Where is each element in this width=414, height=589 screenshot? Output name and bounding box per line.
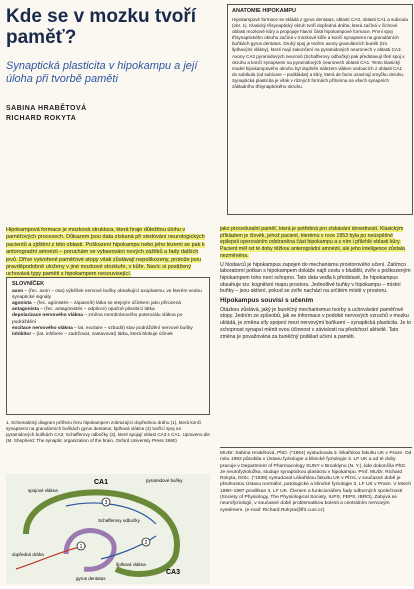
recording-label: spojové vlákna	[28, 488, 58, 493]
marker-2-label: 2	[144, 540, 148, 546]
article-subtitle: Synaptická plasticita v hipokampu a její úloha při tvorbě paměti	[6, 60, 198, 85]
section-heading: Hipokampus souvisí s učením	[220, 297, 314, 305]
article-headline: Kde se v mozku tvoří paměť?	[6, 6, 197, 48]
glossary-term: excitace nervového vlákna	[12, 325, 73, 331]
intro-paragraph	[6, 227, 210, 278]
glossary-term: antagonista	[12, 307, 39, 313]
glossary-item: depolarizace nervového vlákna – změna membránového potenciálu vlákna po podráždění	[12, 313, 183, 325]
body-paragraph-2: U hlodavců je hipokampus zapojen do mechanismu prostorového učení. Zatímco laboratorní potkan s hipokampem dokáže najít cestu v bludišti, zvíře s poškozeným hipokampem toho není schopno. Tato data vedla k představě, že hipokampus obsahuje tzv. kognitivní mapu prostoru. Jednotlivé buňky v hipokampu – místní buňky – jsou aktivní, pokud se zvíře nachází na určitém místě v prostoru.	[220, 261, 411, 295]
glossary-item: axon – (řec. axon – osa) výběžek nervové buňky obsahující axoplasmu, ve kterém vedou synaptické signály	[12, 289, 202, 301]
gyrus-label: gyrus dentatus	[76, 576, 106, 581]
ca1-label: CA1	[94, 479, 109, 486]
glossary-def: (řec. axon – osa) výběžek nervové buňky obsahující axoplasmu, ve kterém vedou synaptické signály	[12, 289, 202, 301]
glossary-def: lat. excitare – vzbudit) stav podráždění nervové buňky	[78, 325, 193, 331]
glossary-def: (řec. antagónistés – odpůrce) opačně působící látka	[44, 307, 155, 313]
glossary-def: změna membránového potenciálu vlákna po podráždění	[12, 313, 183, 325]
glossary-item: agonista – (řec. agónistés – zápasník) látka se stejným účinkem jako přirozená	[12, 301, 182, 307]
bio-email: (e-mail: Richard.Rokyta@lf3.cuni.cz)	[245, 507, 325, 513]
bio-text: MUDr. Sabina Hrabětová, PhD. (*1964) vystudovala 3. lékařskou fakultu UK v Praze. Od roku 1992 působila v Ústavu fyziologie a klinické fyziologie 3. LF UK a od té doby pracuje v Department of Pharmacology SUNY v Brooklynu (N. Y.), kde dokončila PhD. Je neurofyzioložka, studuje synaptickou plasticitu v hipokampu. Prof. MUDr. Richard Rokyta, DrSc. (*1938) vystudoval Lékařskou fakultu UK v Plzni, v současné době je přednostou Ústavu normální, patologické a klinické fyziologie 3. LF UK v Praze. V letech 1990–1997 proděkan 3. LF UK. Členem a funkcionářem řady odborných společností (Society of Physiology, The Physiological Society, IUPS, FEPS, IBRO). Zabývá se neurofyziologií, v současné době problematikou bolesti a centrálním nervovým systémem.	[220, 451, 412, 513]
glossary-def: (lat. inhibere – zadržovat, zastavovat) látka, která blokuje účinek	[36, 331, 173, 337]
hippocampus-diagram	[6, 474, 210, 584]
glossary-box	[6, 277, 210, 415]
hippocampus-diagram-svg	[6, 474, 210, 584]
body-paragraph-3: Otázkou zůstává, jaký je buněčný mechanismus tvorby a uchovávání paměťové stopy. Jedním ze způsobů, jak se informace v podobě nervových vzruchů v mozku ukládá, je změna síly spojení mezi nervovými buňkami – synaptická plasticita. Je to schopnost synapsí měnit svou účinnost v závislosti na předchozí aktivitě. Tato změna je považována za buněčný podklad učení a paměti.	[220, 306, 412, 340]
perforant-label: dopředná dráha	[12, 552, 44, 557]
glossary-item: antagonista – (řec. antagónistés – odpůrce) opačně působící látka	[12, 307, 155, 313]
glossary-term: depolarizace nervového vlákna	[12, 313, 83, 319]
author-1: SABINA HRABĚTOVÁ	[6, 105, 87, 112]
body-highlight: jako proceduralní paměť, která je potřebná pro získávání dovedností. Klasickým příkladem je člověk, jehož pacient, kterému v roce 1953 byla po neúspěšné epilepsii operováním odstraněna část hipokampu a s ním i přilehlé oblasti kůry. Pacient měl od té doby těžkou anterográdní amnézii, ale jeho inteligence zůstala nezměněna.	[220, 226, 405, 259]
glossary-item: excitace nervového vlákna – lat. excitare – vzbudit) stav podráždění nervové buňky	[12, 325, 193, 331]
anatomy-box	[227, 4, 413, 215]
glossary-term: agonista	[12, 301, 32, 307]
body-text	[220, 226, 412, 446]
marker-1-label: 1	[79, 544, 83, 550]
title-block	[6, 6, 210, 222]
anatomy-text: Hipokampové formace se skládá z gyrus dentatus, oblastí CA3, oblasti CA1 a subicula (obr. 1). Klasický třísynaptický okruh tvoří dopředná dráha, která začíná v čichové oblasti mozkové kůry a propojuje hlavní části hipokampové formace. První spoj třísynaptického okruhu začíná v mozkové kůře a končí synapsemi na granulárních buňkách gyrus dentatus. Druhý spoj je tvořen axony granulárních buněk (tzv. šplhavými vlákny), které mají zakončení na pyramidových neuronech v oblasti CA3. Axony CA3 pyramidových neuronů (Schafferovy odbočky) pak představují třetí spoj v okruhu a končí synapsemi na pyramidových neuronech oblasti CA1. Tento klasický model hipokampového okruhu byl doplněn nálezem vláken vedoucích z oblasti CA1 do subikula (od subicare – podkládat) a kůry, která de facto uzavírají smyčku okruhu. Synaptická plasticita je však v různých formách přítomna na všech synapsích základního třísynaptického okruhu.	[232, 17, 408, 90]
glossary-heading: SLOVNÍČEK	[12, 281, 45, 287]
author-2: RICHARD ROKYTA	[6, 115, 77, 122]
anatomy-heading: ANATOMIE HIPOKAMPU	[232, 8, 296, 14]
glossary-item: inhibitor – (lat. inhibere – zadržovat, zastavovat) látka, která blokuje účinek	[12, 331, 173, 337]
glossary-def: (řec. agónistés – zápasník) látka se stejným účinkem jako přirozená	[37, 301, 182, 307]
ca3-label: CA3	[166, 569, 181, 576]
intro-highlighted-text: Hipokampová formace je mozková struktura, která hraje důležitou úlohu v paměťových procesech. Důkazem jsou data získaná při sledování neurologických pacientů a zjištění z této oblasti. Poškození hipokampu nebo jeho lézemi se pak k antorogradní amnézii – poruchám ve vybavování nových zážitků a řady dalších jevů. Dříve vytvořené paměťové stopy však zůstávají nepoškozeny, protože jsou pravděpodobně uloženy v jiné mozkové struktuře, v kůře. Navíc si postižený uchovává typy paměti s hipokampem nesouvisející.	[6, 227, 205, 278]
body-paragraph-1	[220, 226, 412, 260]
mossy-label: šplhavá vlákna	[116, 562, 146, 567]
figure-caption: 1. Schematický diagram průřezu řezu hipokampem zobrazující dopřednou dráhu (1), která končí synapsemi na granulárních buňkách gyrus dentatus; šplhavá vlákna (2) tvořící spoj na pyramidových buňkách CA3; Schafferovy odbočky (3), které spojují oblast CA3 s CA1. Upraveno dle (M. Shepherd: The synaptic organization of the brain, Oxford University Press 1990)	[6, 420, 210, 443]
glossary-term: axon	[12, 289, 24, 295]
glossary-term: inhibitor	[12, 331, 32, 337]
author-bio	[220, 447, 412, 585]
pyramidal-cells-label: pyramidové buňky	[146, 478, 183, 483]
authors	[6, 104, 210, 124]
schaffer-label: Schafferovy odbočky	[98, 518, 140, 523]
marker-3-label: 3	[104, 500, 108, 506]
